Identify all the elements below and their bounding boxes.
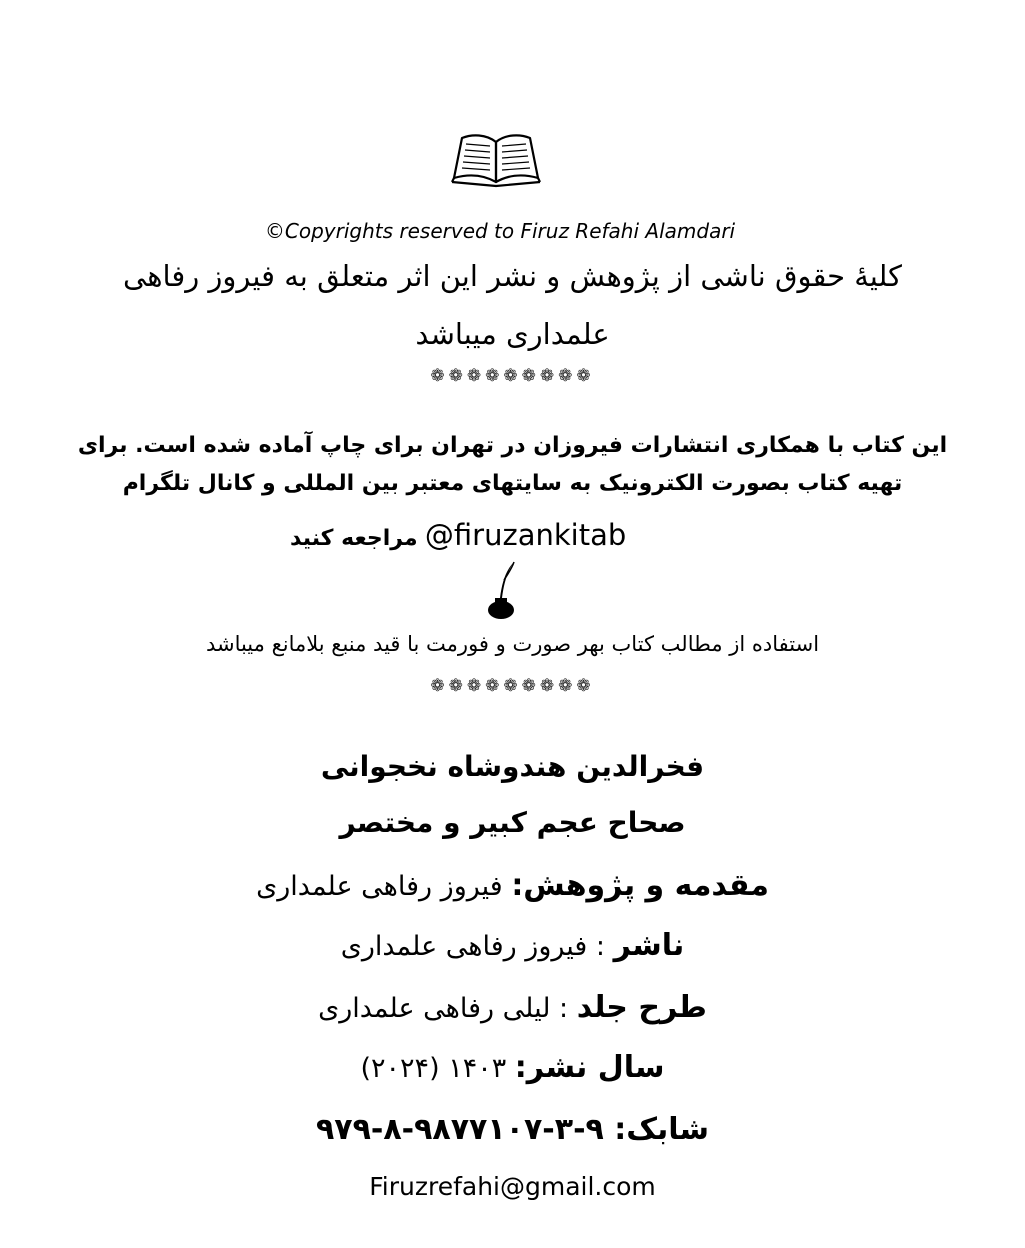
intro-label: مقدمه و پژوهش:: [511, 868, 769, 903]
year-line: [0, 1050, 1025, 1085]
publisher-value: فیروز رفاهی علمداری: [340, 931, 588, 962]
notice-line2: تهیه کتاب بصورت الکترونیک به سایتهای معتبر بین المللی و کانال تلگرام: [122, 471, 903, 496]
cover-label: طرح جلد: [576, 990, 707, 1025]
isbn-line: [0, 1112, 1025, 1147]
year-value: ۱۴۰۳ (۲۰۲۴): [360, 1053, 507, 1084]
intro-value: فیروز رفاهی علمداری: [256, 871, 503, 902]
notice-line1: این کتاب با همکاری انتشارات فیروزان در تهران برای چاپ آماده شده است. برای: [77, 433, 948, 458]
copyright-english: ©Copyrights reserved to Firuz Refahi Alamdari: [264, 219, 736, 243]
isbn-value: ۹-۳-۹۸۷۷۱۰۷-۸-۹۷۹: [315, 1112, 604, 1147]
open-book-icon: [450, 128, 542, 190]
cover-line: [0, 990, 1025, 1025]
copyright-persian-line1: کلیهٔ حقوق ناشی از پژوهش و نشر این اثر متعلق به فیروز رفاهی: [123, 259, 902, 293]
telegram-handle[interactable]: @firuzankitab: [424, 518, 627, 552]
book-title: صحاح عجم کبیر و مختصر: [339, 806, 686, 839]
publisher-line: [0, 928, 1025, 963]
refer-text: مراجعه کنید: [290, 526, 418, 551]
publisher-sep: :: [587, 931, 614, 962]
ornament-divider: ❁❁❁❁❁❁❁❁❁: [430, 366, 595, 386]
intro-line: [0, 868, 1025, 903]
contact-email[interactable]: Firuzrefahi@gmail.com: [369, 1172, 656, 1201]
quill-ink-icon: [484, 560, 520, 622]
publisher-label: ناشر: [613, 928, 685, 963]
author-name: فخرالدین هندوشاه نخجوانی: [320, 750, 705, 783]
copyright-persian-line2: علمداری میباشد: [415, 317, 610, 351]
cover-sep: :: [550, 993, 577, 1024]
year-label: سال نشر:: [514, 1050, 665, 1085]
isbn-label: شابک:: [614, 1112, 710, 1147]
ornament-divider-2: ❁❁❁❁❁❁❁❁❁: [430, 676, 595, 696]
usage-note: استفاده از مطالب کتاب بهر صورت و فورمت با قید منبع بلامانع میباشد: [205, 632, 820, 656]
telegram-notice: [290, 518, 670, 552]
cover-value: لیلی رفاهی علمداری: [318, 993, 551, 1024]
